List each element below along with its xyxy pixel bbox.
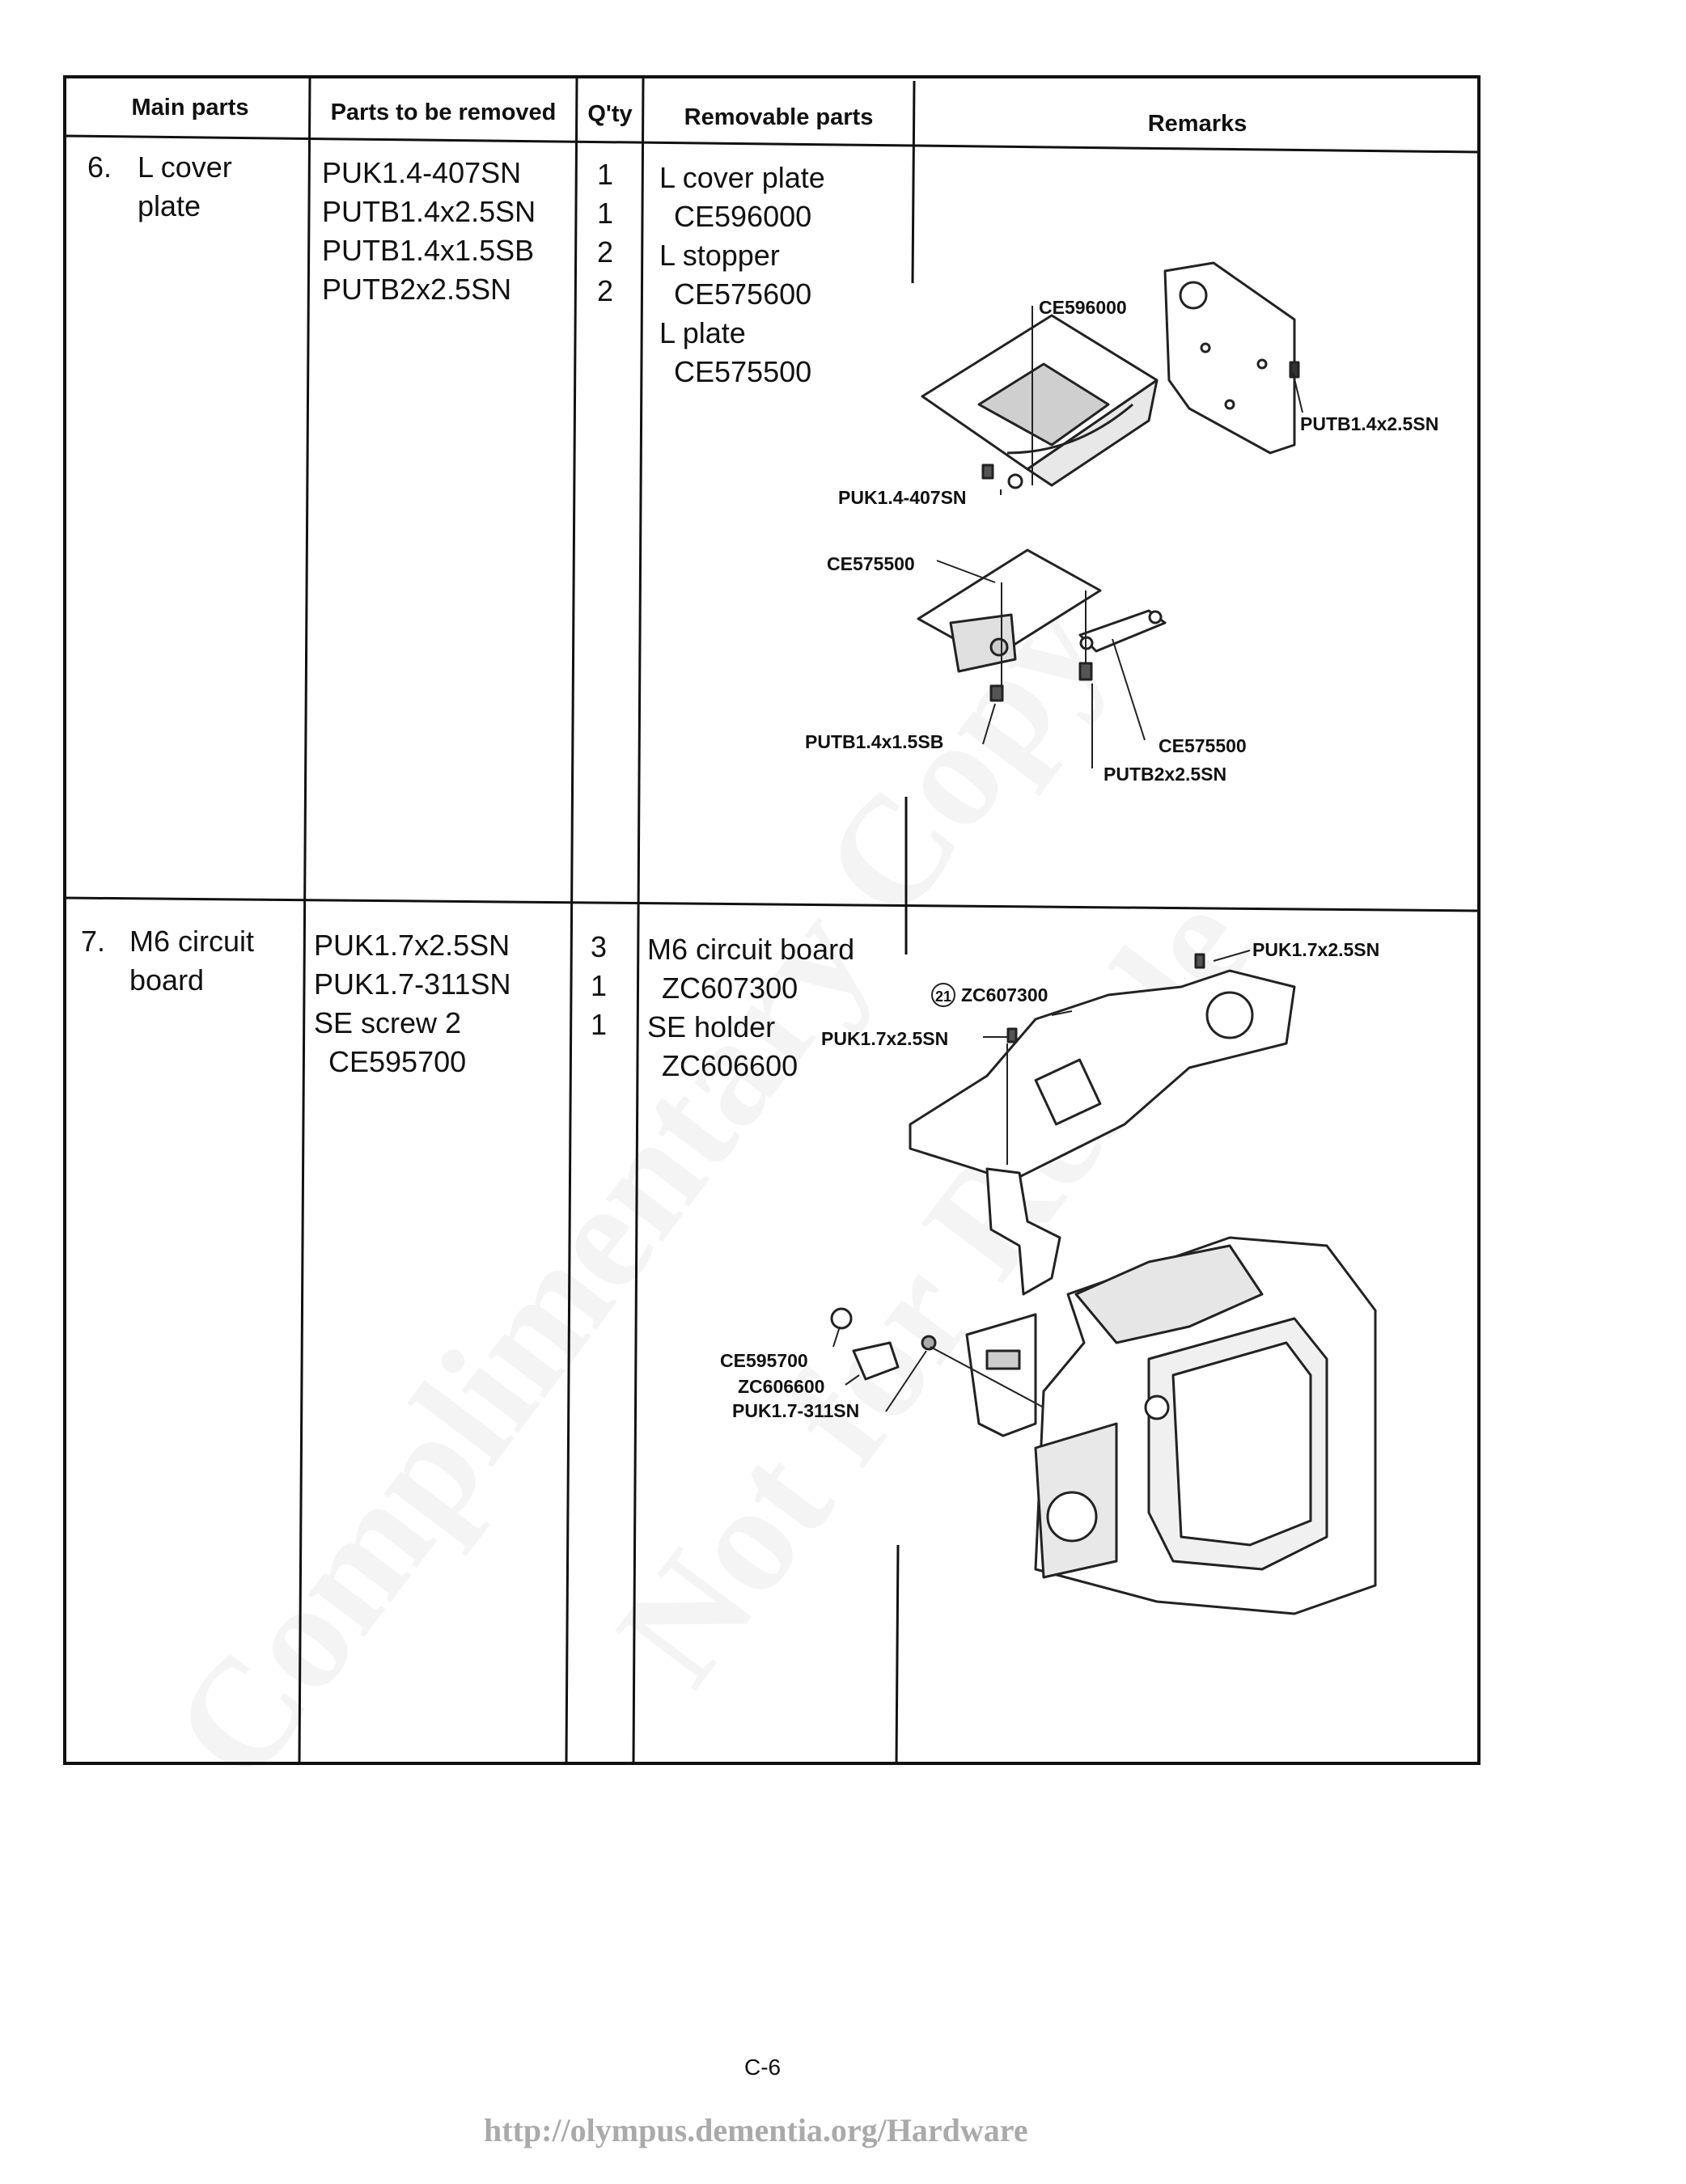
- row-7-main-part-line-2: board: [129, 963, 205, 997]
- row-7-label-puk17x25sn-a: PUK1.7x2.5SN: [1252, 939, 1380, 960]
- row-7-screw-1: PUK1.7x2.5SN: [314, 929, 510, 962]
- row-6-screw-3: PUTB1.4x1.5SB: [322, 234, 535, 267]
- row-7-screw-4: CE595700: [328, 1045, 467, 1078]
- row-6-removable-3: L stopper: [659, 239, 780, 272]
- row-6-number: 6.: [87, 150, 112, 184]
- row-7-screw-3: SE screw 2: [314, 1006, 462, 1039]
- row-7-qty-2: 1: [590, 969, 608, 1002]
- row-6-label-putb14x25sn: PUTB1.4x2.5SN: [1300, 413, 1439, 434]
- header-remarks: Remarks: [1147, 111, 1248, 137]
- row-6-removable-1: L cover plate: [659, 161, 825, 194]
- footer-url[interactable]: http://olympus.dementia.org/Hardware: [484, 2112, 1028, 2148]
- row-6-main-part-line-1: L cover: [138, 150, 232, 184]
- row-6-qty-3: 2: [596, 235, 614, 269]
- row-6-label-puk14-407sn: PUK1.4-407SN: [838, 487, 967, 508]
- header-removable-parts: Removable parts: [684, 104, 874, 130]
- row-6-screw-2: PUTB1.4x2.5SN: [322, 195, 536, 228]
- row-7-main-part-line-1: M6 circuit: [129, 925, 255, 958]
- row-6-removable-4: CE575600: [674, 277, 812, 311]
- header-qty: Q'ty: [587, 101, 633, 127]
- row-7-number: 7.: [81, 925, 106, 958]
- row-7-callout-21-number: 21: [934, 988, 952, 1005]
- page-number: C-6: [744, 2055, 782, 2080]
- row-6-label-ce575500-b: CE575500: [1159, 735, 1247, 756]
- row-6-screw-1: PUK1.4-407SN: [322, 156, 522, 189]
- row-6-qty-1: 1: [596, 158, 614, 191]
- row-6-screw-4: PUTB2x2.5SN: [322, 273, 512, 306]
- row-7-qty-3: 1: [590, 1008, 608, 1041]
- row-6-removable-2: CE596000: [674, 200, 812, 233]
- header-main-parts: Main parts: [131, 95, 249, 121]
- row-7-removable-3: SE holder: [647, 1010, 776, 1043]
- row-7-label-ce595700: CE595700: [720, 1350, 808, 1371]
- row-7-removable-4: ZC606600: [662, 1049, 799, 1082]
- row-7-label-zc606600: ZC606600: [738, 1376, 825, 1397]
- header-parts-to-remove: Parts to be removed: [330, 99, 557, 125]
- row-7-removable-1: M6 circuit board: [647, 933, 855, 966]
- row-6-label-ce596000: CE596000: [1039, 297, 1127, 318]
- row-7-label-zc607300: ZC607300: [961, 984, 1048, 1005]
- row-6-qty-2: 1: [596, 197, 614, 230]
- row-7-qty-1: 3: [590, 930, 608, 963]
- row-7-label-puk17x25sn-b: PUK1.7x2.5SN: [821, 1028, 949, 1049]
- row-6-label-putb2x25sn: PUTB2x2.5SN: [1104, 764, 1227, 785]
- row-6-label-ce575500-a: CE575500: [827, 553, 915, 574]
- row-6-removable-5: L plate: [659, 316, 746, 349]
- row-7-label-puk17-311sn: PUK1.7-311SN: [732, 1400, 860, 1421]
- row-6-qty-4: 2: [596, 274, 614, 307]
- row-7-callout-21: [932, 984, 955, 1006]
- row-6-label-putb14x15sb: PUTB1.4x1.5SB: [805, 731, 944, 752]
- row-7-removable-2: ZC607300: [662, 971, 799, 1005]
- row-6-main-part-line-2: plate: [138, 189, 201, 222]
- row-6-removable-6: CE575500: [674, 355, 812, 388]
- row-7-screw-2: PUK1.7-311SN: [314, 967, 511, 1001]
